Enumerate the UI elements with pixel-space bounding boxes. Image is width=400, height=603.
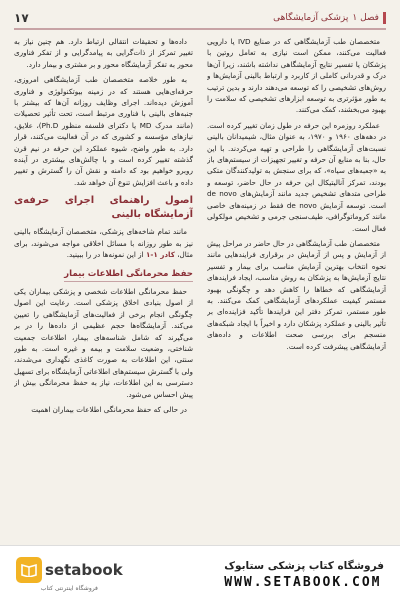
book-icon — [16, 557, 42, 583]
shop-info — [224, 560, 384, 590]
left-column — [14, 36, 193, 541]
chapter-marker — [383, 12, 386, 24]
paragraph: متخصصان طب آزمایشگاهی در حال حاضر در مراحل پیش از آزمایش و پس از آزمایش در برقراری فرایندهایی مانند نحوه انتخاب بهترین آزمایش مناسب برای بیمار و تفسیر نتایج آزمایش‌ها به پزشکان به روش مناسب، ایجاد فرایندهای آزمایشگاهی که خطاها را کاهش دهد و چگونگی بهبود مستمر کیفیت عملکردهای آزمایشگاهی کمک می‌کنند. به طور مستمر، تمرکز دفتر این فرایندها تأکید فزاینده‌ای بر تأثیر بالینی و عملکرد پزشکان دارد و اخیراً با ایجاد شبکه‌های منسجم برای بررسی صحت اطلاعات و داده‌های آزمایشگاهی پیشرفت کرده است. — [207, 238, 386, 351]
page-number: ۱۷ — [14, 11, 29, 25]
paragraph: داده‌ها و تحقیقات انتقالی ارتباط دارد. هم چنین نیاز به تغییر تمرکز از ذات‌گرایی به پیامدگرایی و از تفکر فناوری محور به تفکر آزمایشگاه محور و بر مشتری و بیمار دارد. — [14, 37, 193, 69]
section-text-after: از این نمونه‌ها در را ببینید. — [66, 250, 144, 260]
text-columns — [14, 36, 386, 541]
paragraph: عملکرد روزمره این حرفه در طول زمان تغییر کرده است. در دهه‌های ۱۹۶۰ و ۱۹۷۰، به عنوان مثال، شیمیدانان بالینی نسبت‌های آزمایشگاهی را طراحی و تهیه می‌کردند. با این حال، بنا به منابع آن حرفه و تغییر تجهیزات از سیستم‌های باز به «جعبه‌های سیاه»، که برای سنجش به تولیدکنندگان متکی بودند، تمرکز آنالیتیکال این حرفه در حال حاضر، توسعه و طراحی متدهای تشخیص جدید مانند آزمایش‌های de novo است. توسعه آزمایش de novo فقط در زمینه‌های خاصی مانند کروماتوگرافی، طیف‌سنجی جرمی و تشخیص مولکولی فعال است. — [207, 120, 386, 233]
paragraph: متخصصان طب آزمایشگاهی که در صنایع IVD یا دارویی فعالیت می‌کنند، ممکن است نیازی به تعامل روتین با پزشکان یا تفسیر نتایج آزمایشگاهی نداشته باشند، زیرا آن‌ها درک و قدردانی کاملی از کاربرد و ارتباط بالینی آزمایش‌ها و روش‌های تشخیصی را که توسعه می‌دهند دارند و بدین ترتیب به طور مؤثرتری به توسعه ابزارهای تشخیصی که سلامت را بهبود می‌بخشند، کمک می‌کنند. — [207, 37, 386, 115]
logo-tagline: فروشگاه اینترنتی کتاب — [40, 585, 98, 592]
chapter-heading — [273, 12, 386, 24]
paragraph: در حالی که حفظ محرمانگی اطلاعات بیماران اهمیت — [31, 404, 187, 414]
paragraph: به طور خلاصه متخصصان طب آزمایشگاهی امروزی، حرفه‌ای‌هایی هستند که در زمینه بیوتکنولوژی و فناوری آموزش دیده‌اند. اجرای وظایف روزانه آن‌ها که بیشتر با جنبه‌های بالینی با فناوری مرتبط است، تحت تأثیر تحصیلات (مانند مدرک MD یا دکترای فلسفه منظور Ph.D)، علایق، نیازهای مؤسسه و کشوری که در آن فعالیت می‌کنند، قرار دارد. به طور واضح، شیوه عملکرد این حرفه در نیم قرن گذشته تغییر کرده است و با چالش‌های بیشتری در آینده روبرو خواهیم بود که دامنه و نقش آن را گسترش و تغییر داده و باعث افزایش تنوع آن خواهد شد. — [14, 75, 193, 187]
logo-word: setabook — [45, 561, 123, 579]
logo-mark — [16, 557, 123, 583]
setabook-logo — [16, 557, 123, 592]
section-title: اصول راهنمای اجرای حرفه‌ی آزمایشگاه بالینی — [14, 195, 193, 221]
page-header — [14, 8, 386, 30]
section-paragraph — [14, 226, 193, 260]
shop-name: فروشگاه کتاب پزشکی ستابوک — [224, 559, 384, 572]
chapter-label: فصل ۱ — [352, 13, 379, 23]
bookstore-banner — [0, 545, 400, 603]
right-column — [207, 36, 386, 541]
section-text-before: مانند تمام شاخه‌های پزشکی، متخصصان آزمایشگاه بالینی نیز به طور روزانه با مسائل اخلاقی مواجه می‌شوند، برای مثال، — [14, 227, 193, 260]
subsection-title: حفظ محرمانگی اطلاعات بیمار — [64, 269, 193, 282]
box-reference: کادر ۱-۱ — [145, 250, 175, 260]
shop-url[interactable]: WWW.SETABOOK.COM — [224, 574, 382, 590]
paragraph: حفظ محرمانگی اطلاعات شخصی و پزشکی بیماران یکی از اصول بنیادی اخلاق پزشکی است. رعایت این اصول چگونگی انجام برخی از فعالیت‌های آزمایشگاهی را تعیین می‌کند. آزمایشگاه‌ها حجم عظیمی از داده‌ها را در بر می‌گیرند که شامل شناسه‌های بیمار، اطلاعات جمعیت شناختی، وضعیت سلامت و بیمه و غیره است. به طور سنتی، این اطلاعات به صورت کاغذی نگهداری می‌شدند، ولی با گسترش سیستم‌های اطلاعاتی آزمایشگاه برای تسهیل دسترسی به این اطلاعات، نیاز به حفظ محرمانگی بیش از پیش احساس می‌شود. — [14, 286, 193, 399]
chapter-title: پزشکی آزمایشگاهی — [273, 13, 349, 23]
